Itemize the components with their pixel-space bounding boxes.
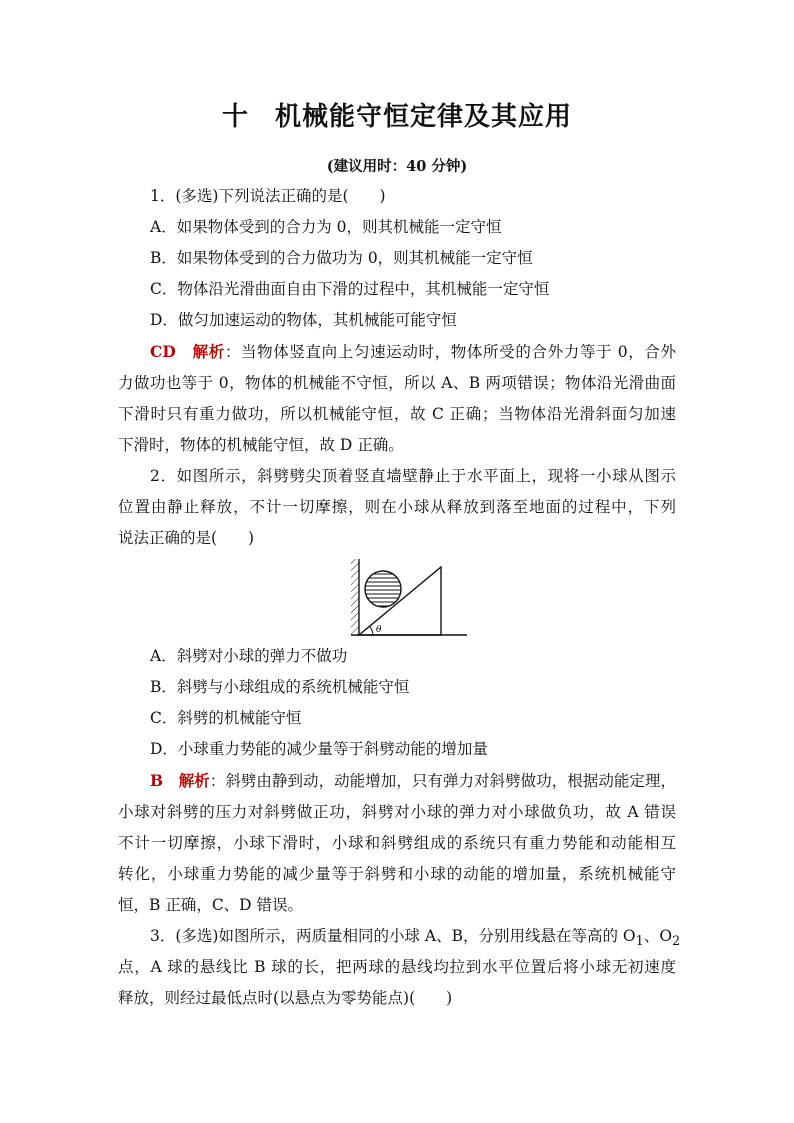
- q2-analysis-line-3: 不计一切摩擦，小球下滑时，小球和斜劈组成的系统只有重力势能和动能相互: [118, 834, 676, 852]
- q2-option-a: A．斜劈对小球的弹力不做功: [150, 647, 348, 665]
- chapter-title: 机械能守恒定律及其应用: [275, 102, 573, 132]
- angle-label: θ: [376, 625, 382, 635]
- q3-stem-line-1: 3．(多选)如图所示，两质量相同的小球 A、B，分别用线悬在等高的 $O_1$、$O_2$: [150, 927, 681, 950]
- q1-analysis-line-2: 力做功也等于 0，物体的机械能不守恒，所以 A、B 两项错误；物体沿光滑曲面: [118, 374, 676, 392]
- q3-stem-line-2: 点，A 球的悬线比 B 球的长，把两球的悬线均拉到水平位置后将小球无初速度: [118, 958, 676, 976]
- q2-analysis-label: 解析: [178, 771, 210, 790]
- q2-stem-line-2: 位置由静止释放，不计一切摩擦，则在小球从释放到落至地面的过程中，下列: [118, 498, 676, 516]
- q1-option-c: C．物体沿光滑曲面自由下滑的过程中，其机械能一定守恒: [150, 280, 550, 298]
- wall-hatching: [351, 559, 359, 636]
- q2-option-d: D．小球重力势能的减少量等于斜劈动能的增加量: [150, 740, 488, 758]
- q2-stem-line-3: 说法正确的是( ): [118, 529, 255, 547]
- q1-analysis-line-4: 下滑时，物体的机械能守恒，故 D 正确。: [118, 436, 404, 454]
- q2-analysis-line-5: 恒，B 正确，C、D 错误。: [118, 896, 304, 914]
- q3-stem-line-3: 释放，则经过最低点时(以悬点为零势能点)( ): [118, 989, 453, 1007]
- q1-stem: 1．(多选)下列说法正确的是( ): [150, 187, 386, 205]
- q1-answer: CD: [150, 342, 176, 361]
- q1-option-a: A．如果物体受到的合力为 0，则其机械能一定守恒: [150, 218, 502, 236]
- q1-option-d: D．做匀加速运动的物体，其机械能可能守恒: [150, 311, 457, 329]
- q2-option-b: B．斜劈与小球组成的系统机械能守恒: [150, 678, 410, 696]
- chapter-number: 十: [221, 102, 249, 132]
- wedge: [359, 567, 441, 635]
- q2-stem-line-1: 2．如图所示，斜劈劈尖顶着竖直墙壁静止于水平面上，现将一小球从图示: [150, 467, 676, 485]
- angle-arc: [370, 627, 373, 635]
- wedge-ball-figure: [343, 557, 469, 639]
- page-title: [0, 96, 794, 133]
- q2-analysis-line-2: 小球对斜劈的压力对斜劈做正功，斜劈对小球的弹力对小球做负功，故 A 错误: [118, 803, 676, 821]
- q2-analysis-line-1: B 解析：斜劈由静到动，动能增加，只有弹力对斜劈做功，根据动能定理，: [150, 771, 676, 790]
- q1-analysis-line-1: CD 解析：当物体竖直向上匀速运动时，物体所受的合外力等于 0，合外: [150, 342, 676, 361]
- q1-analysis-label: 解析: [192, 342, 225, 361]
- q2-option-c: C．斜劈的机械能守恒: [150, 709, 302, 727]
- q2-analysis-line-4: 转化，小球重力势能的减少量等于斜劈和小球的动能的增加量，系统机械能守: [118, 865, 676, 883]
- q1-option-b: B．如果物体受到的合力做功为 0，则其机械能一定守恒: [150, 249, 533, 267]
- q2-answer: B: [150, 771, 164, 790]
- q1-analysis-line-3: 下滑时只有重力做功，所以机械能守恒，故 C 正确；当物体沿光滑斜面匀加速: [118, 405, 676, 423]
- suggested-time: (建议用时：40 分钟): [326, 158, 468, 175]
